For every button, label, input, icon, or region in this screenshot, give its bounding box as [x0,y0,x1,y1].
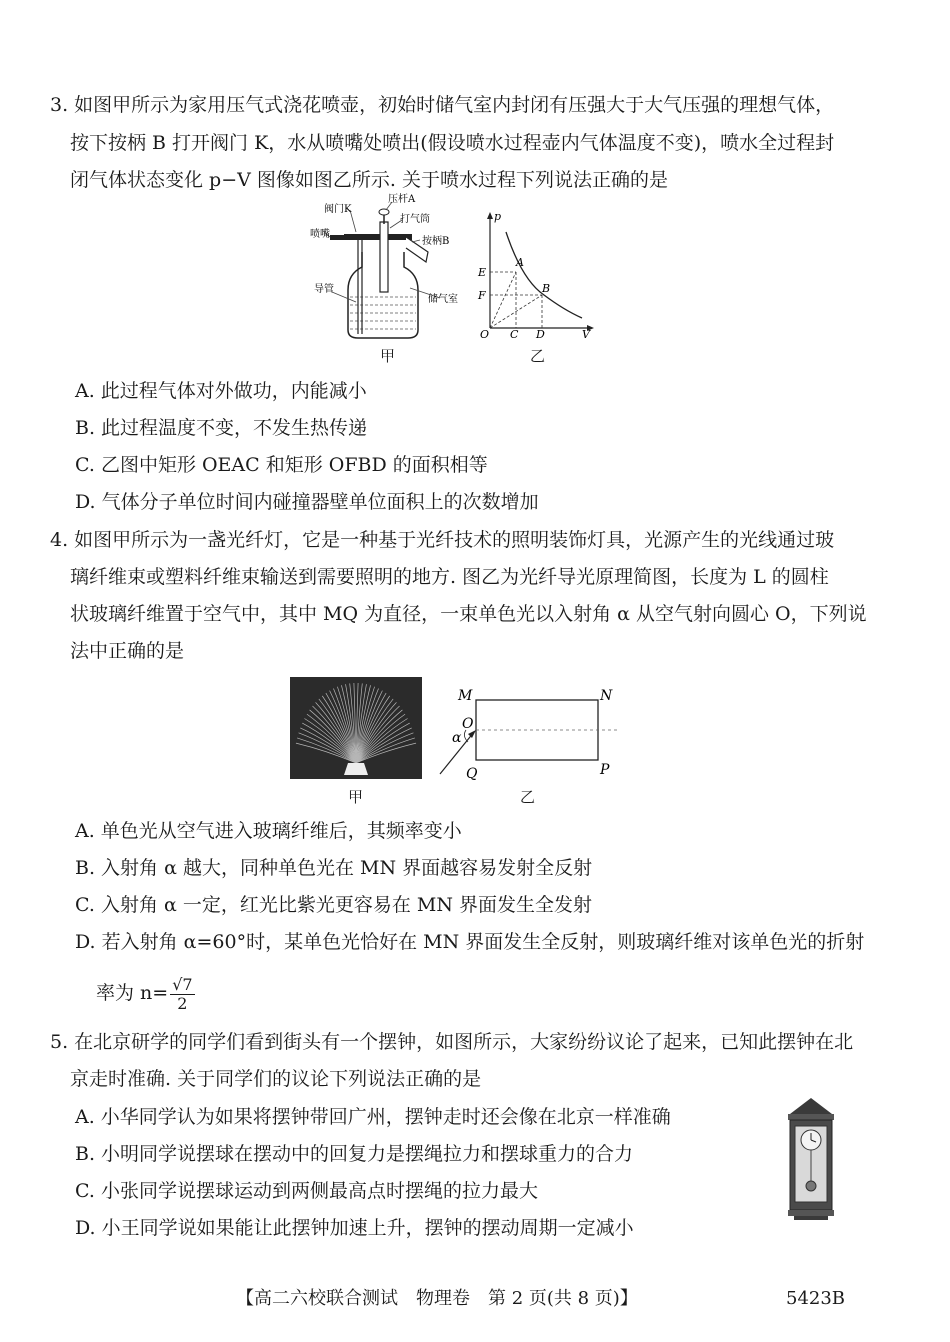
q4-stem-line-3: 状玻璃纤维置于空气中，其中 MQ 为直径，一束单色光以入射角 α 从空气射向圆心 O，下列说 [70,603,867,625]
point-b: B [542,282,551,295]
q5-option-a: A. 小华同学认为如果将摆钟带回广州，摆钟走时还会像在北京一样准确 [75,1106,671,1128]
point-e: E [478,266,487,279]
q4-option-b: B. 入射角 α 越大，同种单色光在 MN 界面越容易发射全反射 [75,857,593,879]
q5-option-b: B. 小明同学说摆球在摆动中的回复力是摆绳拉力和摆球重力的合力 [75,1143,634,1165]
q4-option-d-cont-text: 率为 n= [96,982,169,1004]
q4-stem-line-2: 璃纤维束或塑料纤维束输送到需要照明的地方. 图乙为光纤导光原理简图，长度为 L 的圆柱 [70,566,829,588]
label-m: M [458,688,473,704]
q3-fig-b-caption: 乙 [530,347,546,365]
fraction-denominator: 2 [177,993,188,1013]
point-f: F [478,289,486,302]
label-press-rod-a: 压杆A [388,194,416,205]
label-alpha: α [452,730,462,746]
point-d: D [536,328,545,341]
q5-stem-line-1: 5. 在北京研学的同学们看到街头有一个摆钟，如图所示，大家纷纷议论了起来，已知此摆钟在北 [50,1031,854,1053]
q4-option-d: D. 若入射角 α=60°时，某单色光恰好在 MN 界面发生全反射，则玻璃纤维对该单色光的折射 [75,931,865,953]
axis-v: V [582,328,590,341]
q5-stem-line-2: 京走时准确. 关于同学们的议论下列说法正确的是 [70,1068,482,1090]
label-tube: 导管 [314,284,334,295]
q3-option-d: D. 气体分子单位时间内碰撞器壁单位面积上的次数增加 [75,491,539,513]
pv-graph [472,210,600,342]
pendulum-clock-image [784,1096,838,1222]
q4-fig-a-caption: 甲 [348,788,364,806]
point-c: C [510,328,519,341]
q4-stem-line-4: 法中正确的是 [70,640,185,662]
label-o: O [462,716,474,732]
label-valve-k: 阀门K [324,204,352,215]
q3-stem-line-1: 3. 如图甲所示为家用压气式浇花喷壶，初始时储气室内封闭有压强大于大气压强的理想气体， [50,94,835,116]
q3-option-a: A. 此过程气体对外做功，内能减小 [75,380,367,402]
fraction [170,976,194,1013]
q3-fig-a-caption: 甲 [380,347,396,365]
label-handle-b: 按柄B [422,236,450,247]
q4-stem-line-1: 4. 如图甲所示为一盏光纤灯，它是一种基于光纤技术的照明装饰灯具，光源产生的光线通过玻 [50,529,835,551]
q4-option-c: C. 入射角 α 一定，红光比紫光更容易在 MN 界面发生全发射 [75,894,593,916]
fiber-lamp-photo [290,677,422,779]
q4-option-a: A. 单色光从空气进入玻璃纤维后，其频率变小 [75,820,462,842]
q3-stem-line-2: 按下按柄 B 打开阀门 K，水从喷嘴处喷出(假设喷水过程壶内气体温度不变)，喷水全过程封 [70,132,835,154]
q4-fig-b-caption: 乙 [520,788,536,806]
q3-option-b: B. 此过程温度不变，不发生热传递 [75,417,368,439]
label-n: N [600,688,613,704]
point-o: O [480,328,490,341]
axis-p: p [494,210,502,223]
fiber-diagram [436,686,626,784]
label-p: P [600,762,610,778]
q4-option-d-cont [96,972,195,1014]
footer-code: 5423B [786,1288,846,1309]
label-pump: 打气筒 [400,214,430,225]
q5-option-c: C. 小张同学说摆球运动到两侧最高点时摆绳的拉力最大 [75,1180,538,1202]
q5-option-d: D. 小王同学说如果能让此摆钟加速上升，摆钟的摆动周期一定减小 [75,1217,634,1239]
q3-stem-line-3: 闭气体状态变化 p−V 图像如图乙所示. 关于喷水过程下列说法正确的是 [70,169,668,191]
label-chamber: 储气室 [428,294,458,305]
point-a: A [516,256,524,269]
label-q: Q [466,766,478,782]
footer-title: 【高二六校联合测试 物理卷 第 2 页(共 8 页)】 [236,1288,638,1309]
fraction-numerator: √7 [172,974,193,994]
spray-can-figure [310,192,470,344]
q3-option-c: C. 乙图中矩形 OEAC 和矩形 OFBD 的面积相等 [75,454,488,476]
label-nozzle: 喷嘴 [310,229,330,240]
